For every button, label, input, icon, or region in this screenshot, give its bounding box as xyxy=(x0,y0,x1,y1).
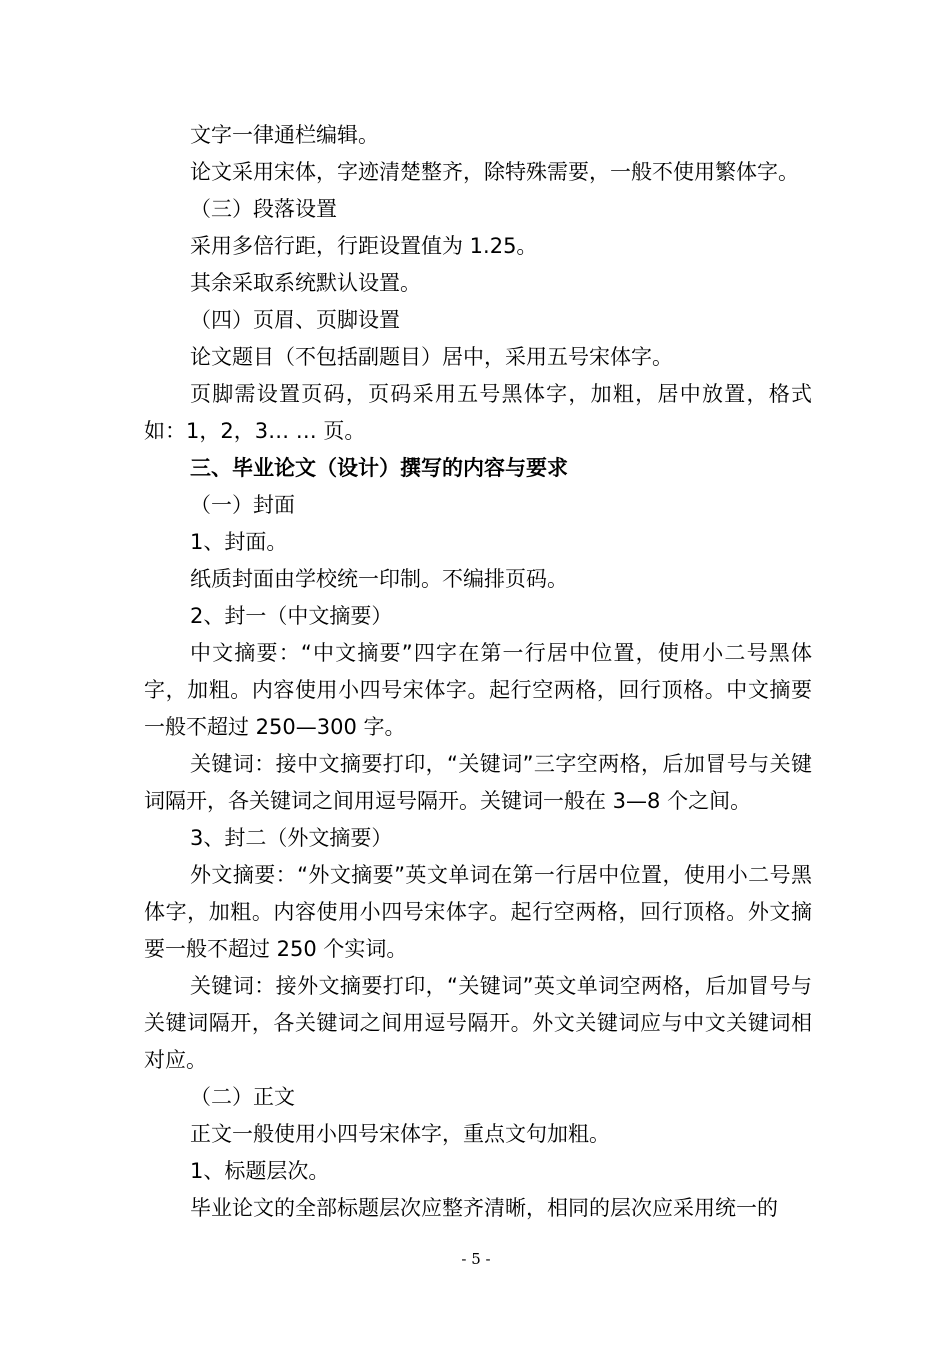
subsection-heading: 1、封面。 xyxy=(190,530,288,554)
paragraph: 采用多倍行距，行距设置值为 1.25。 xyxy=(190,234,538,258)
section-heading: （四）页眉、页脚设置 xyxy=(190,308,400,332)
paragraph: 论文采用宋体，字迹清楚整齐，除特殊需要，一般不使用繁体字。 xyxy=(190,160,799,184)
paragraph: 关键词：接中文摘要打印，“关键词”三字空两格，后加冒号与关键词隔开，各关键词之间用逗号隔开。关键词一般在 3—8 个之间。 xyxy=(144,752,812,813)
paragraph: 外文摘要：“外文摘要”英文单词在第一行居中位置，使用小二号黑体字，加粗。内容使用小四号宋体字。起行空两格，回行顶格。外文摘要一般不超过 250 个实词。 xyxy=(144,863,812,961)
section-heading: （三）段落设置 xyxy=(190,197,337,221)
paragraph: 文字一律通栏编辑。 xyxy=(190,123,379,147)
section-heading: （二）正文 xyxy=(190,1085,295,1109)
paragraph: 毕业论文的全部标题层次应整齐清晰，相同的层次应采用统一的 xyxy=(190,1196,778,1220)
subsection-heading: 3、封二（外文摘要） xyxy=(190,826,393,850)
subsection-heading: 2、封一（中文摘要） xyxy=(190,604,393,628)
paragraph: 正文一般使用小四号宋体字，重点文句加粗。 xyxy=(190,1122,610,1146)
paragraph: 纸质封面由学校统一印制。不编排页码。 xyxy=(190,567,568,591)
paragraph: 其余采取系统默认设置。 xyxy=(190,271,421,295)
paragraph: 关键词：接外文摘要打印，“关键词”英文单词空两格，后加冒号与关键词隔开，各关键词之间用逗号隔开。外文关键词应与中文关键词相对应。 xyxy=(144,974,812,1072)
paragraph: 页脚需设置页码，页码采用五号黑体字，加粗，居中放置，格式如：1，2，3… … 页。 xyxy=(144,382,812,443)
paragraph: 中文摘要：“中文摘要”四字在第一行居中位置，使用小二号黑体字，加粗。内容使用小四号宋体字。起行空两格，回行顶格。中文摘要一般不超过 250—300 字。 xyxy=(144,641,812,739)
page-number: - 5 - xyxy=(461,1250,491,1268)
subsection-heading: 1、标题层次。 xyxy=(190,1159,330,1183)
document-body xyxy=(144,117,812,1227)
section-heading: （一）封面 xyxy=(190,493,295,517)
paragraph: 论文题目（不包括副题目）居中，采用五号宋体字。 xyxy=(190,345,673,369)
chapter-heading: 三、毕业论文（设计）撰写的内容与要求 xyxy=(190,456,568,480)
